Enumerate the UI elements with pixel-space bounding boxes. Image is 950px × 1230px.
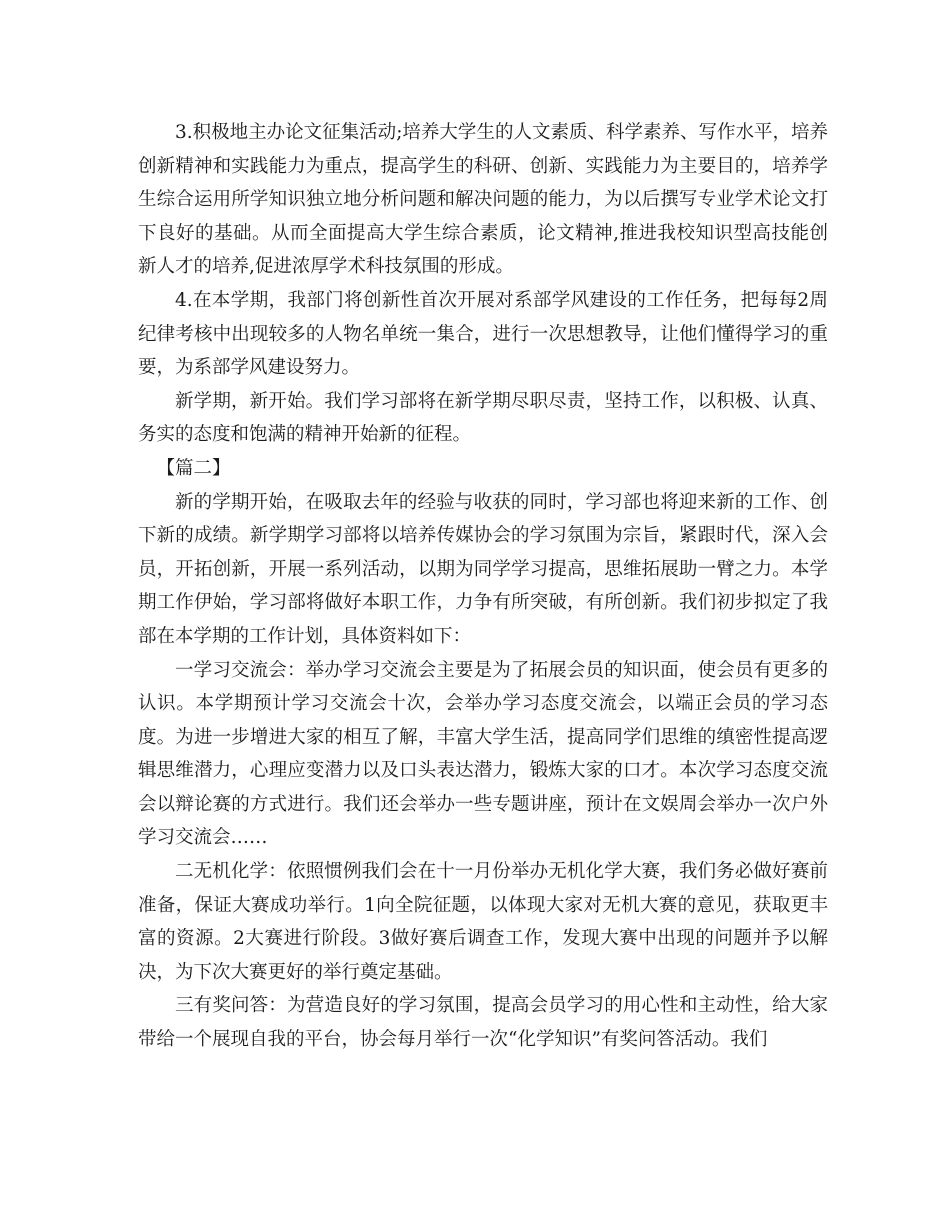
- paragraph-study-exchange: 一学习交流会：举办学习交流会主要是为了拓展会员的知识面，使会员有更多的认识。本学期预计学习交流会十次，会举办学习态度交流会，以端正会员的学习态度。为进一步增进大家的相互了解，丰富大学生活，提高同学们思维的缜密性提高逻辑思维潜力，心理应变潜力以及口头表达潜力，锻炼大家的口才。本次学习态度交流会以辩论赛的方式进行。我们还会举办一些专题讲座，预计在文娱周会举办一次户外学习交流会……: [138, 659, 828, 849]
- paragraph-inorganic-chemistry: 二无机化学：依照惯例我们会在十一月份举办无机化学大赛，我们务必做好赛前准备，保证大赛成功举行。1向全院征题，以体现大家对无机大赛的意见，获取更丰富的资源。2大赛进行阶段。3做好赛后调查工作，发现大赛中出现的问题并予以解决，为下次大赛更好的举行奠定基础。: [138, 861, 828, 983]
- document-body: [138, 116, 828, 1057]
- paragraph-intro: 新的学期开始，在吸取去年的经验与收获的同时，学习部也将迎来新的工作、创下新的成绩。新学期学习部将以培养传媒协会的学习氛围为宗旨，紧跟时代，深入会员，开拓创新，开展一系列活动，以期为同学学习提高，思维拓展助一臂之力。本学期工作伊始，学习部将做好本职工作，力争有所突破，有所创新。我们初步拟定了我部在本学期的工作计划，具体资料如下：: [138, 491, 828, 647]
- section-heading-part-two: 【篇二】: [156, 457, 231, 479]
- paragraph-quiz: 三有奖问答：为营造良好的学习氛围，提高会员学习的用心性和主动性，给大家带给一个展现自我的平台，协会每月举行一次“化学知识”有奖问答活动。我们: [138, 995, 828, 1051]
- paragraph-new-semester: 新学期，新开始。我们学习部将在新学期尽职尽责，坚持工作，以积极、认真、务实的态度和饱满的精神开始新的征程。: [138, 390, 828, 446]
- paragraph-item-4: 4.在本学期，我部门将创新性首次开展对系部学风建设的工作任务，把每每2周纪律考核中出现较多的人物名单统一集合，进行一次思想教导，让他们懂得学习的重要，为系部学风建设努力。: [138, 289, 828, 379]
- paragraph-item-3: 3.积极地主办论文征集活动;培养大学生的人文素质、科学素养、写作水平，培养创新精神和实践能力为重点，提高学生的科研、创新、实践能力为主要目的，培养学生综合运用所学知识独立地分析问题和解决问题的能力，为以后撰写专业学术论文打下良好的基础。从而全面提高大学生综合素质，论文精神,推进我校知识型高技能创新人才的培养,促进浓厚学术科技氛围的形成。: [138, 122, 828, 278]
